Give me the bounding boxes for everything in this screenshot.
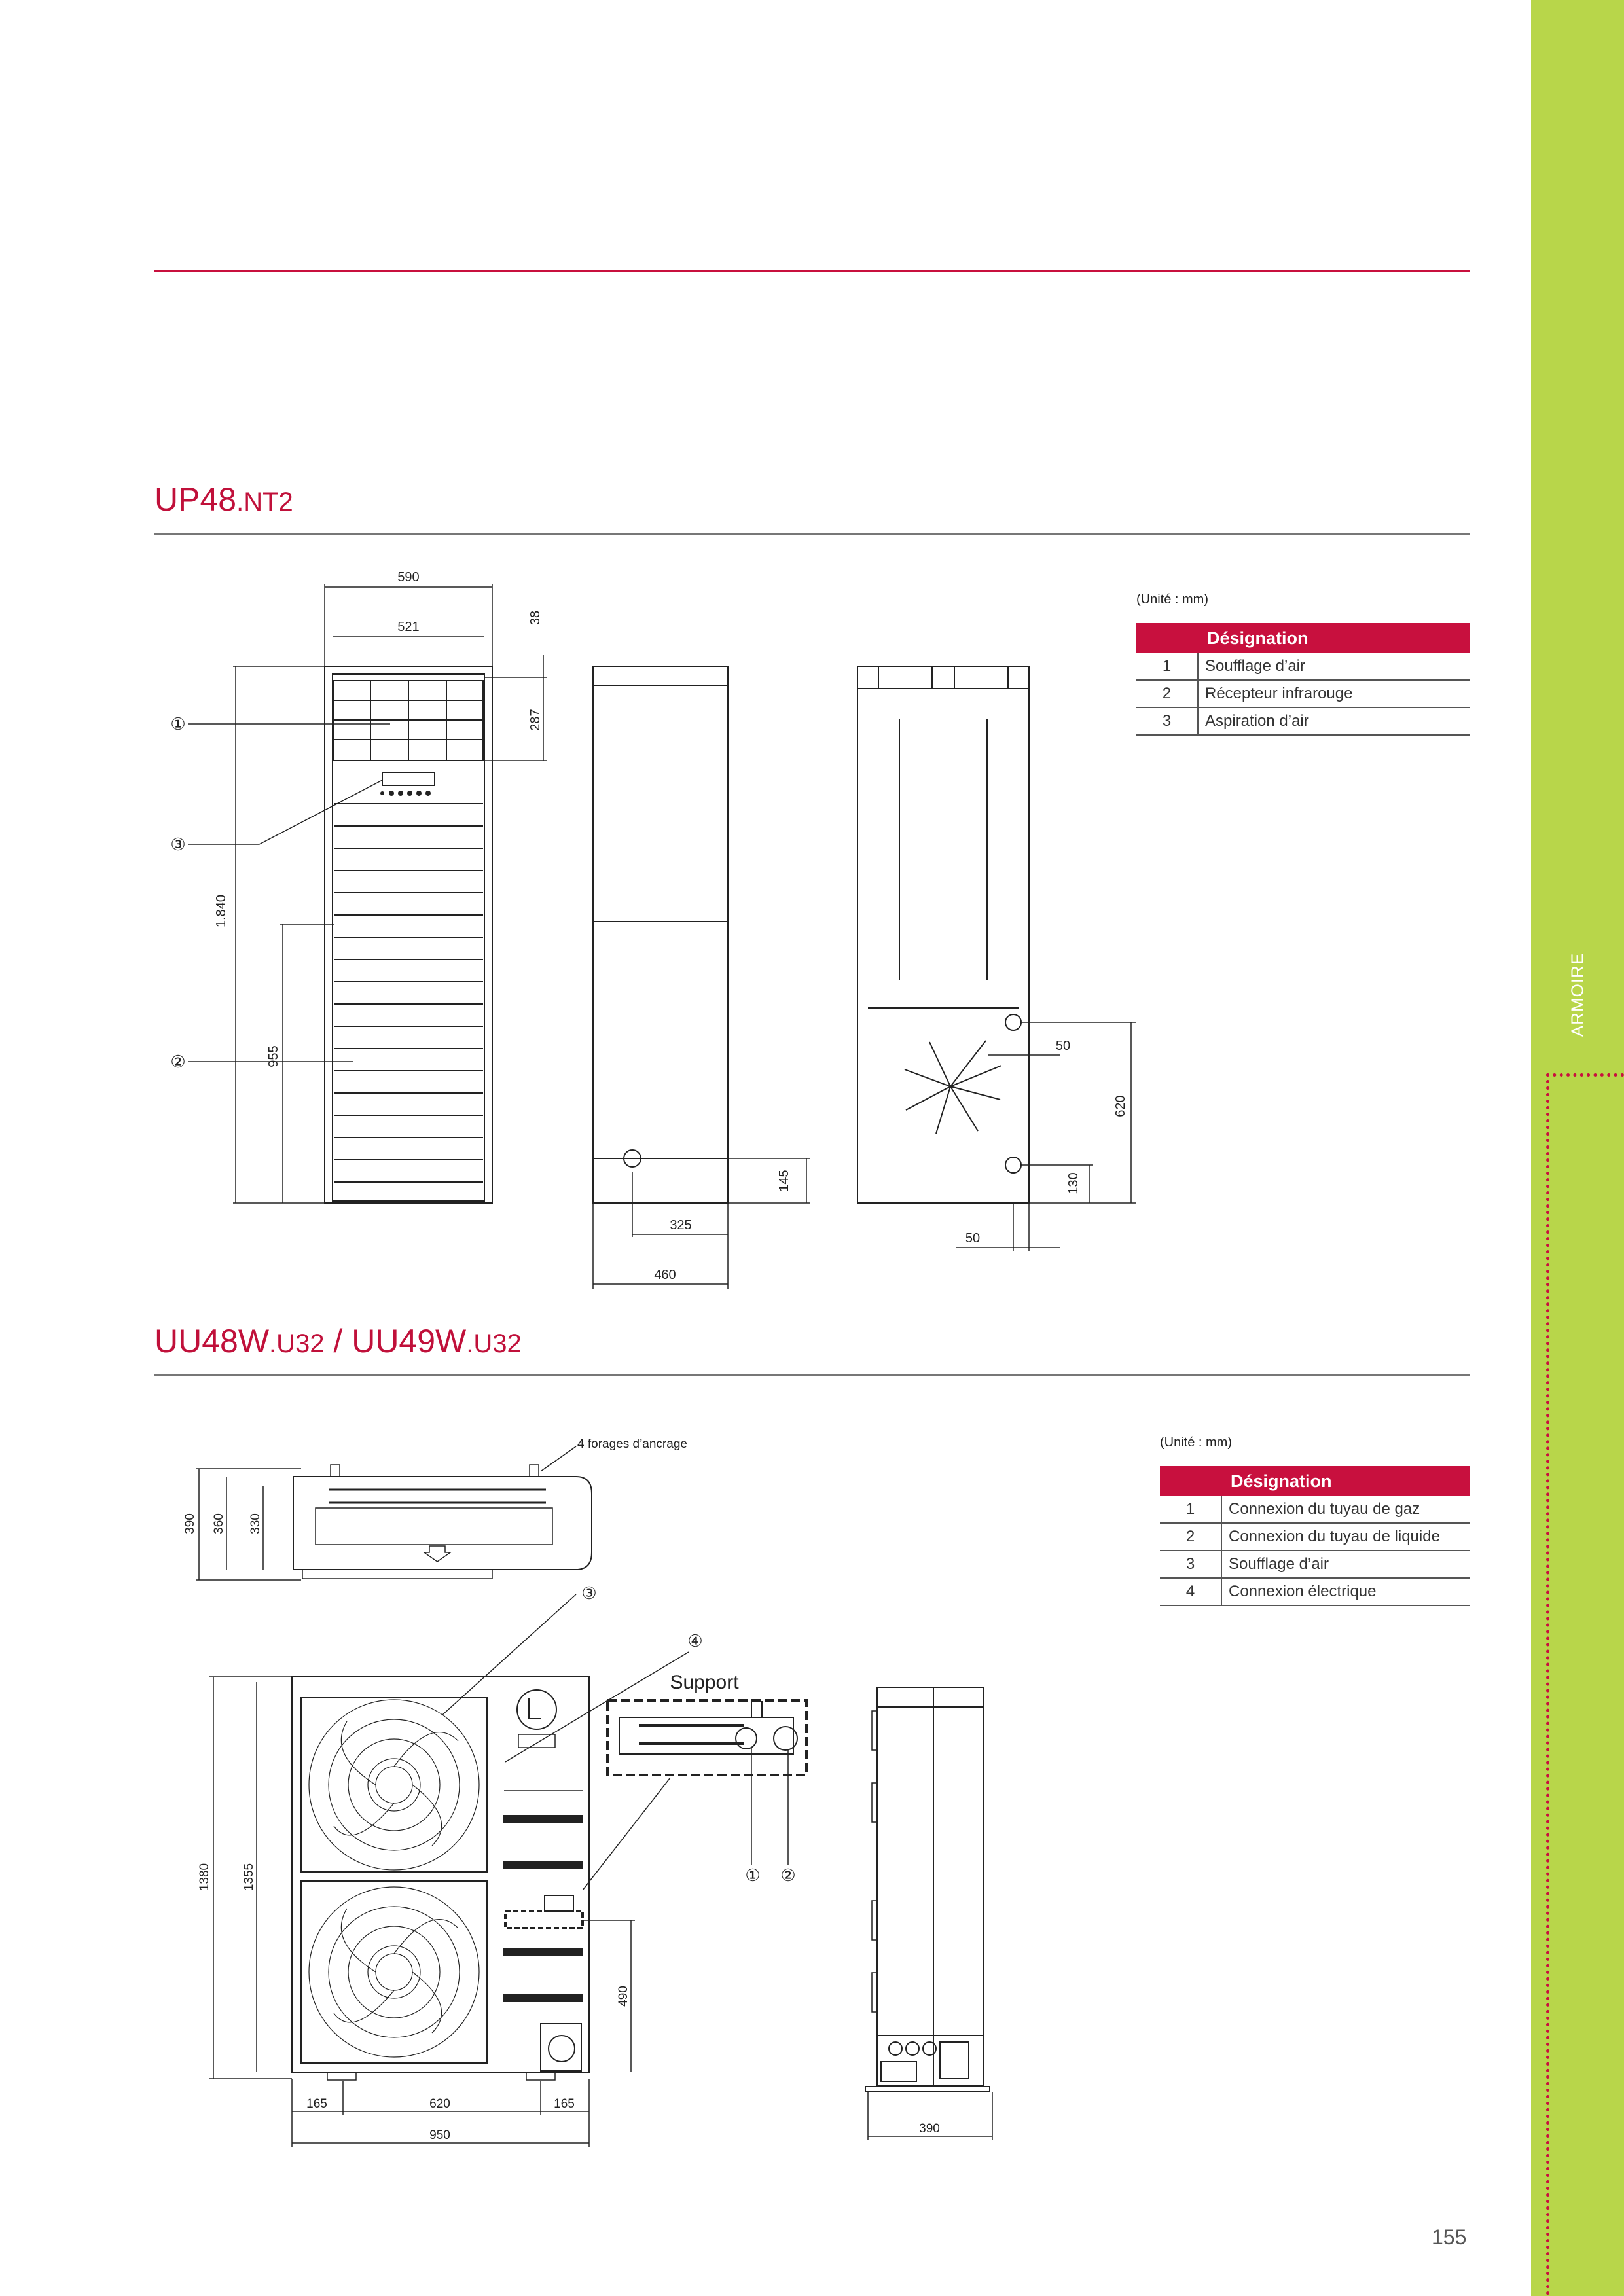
unit-note: (Unité : mm) — [1136, 592, 1208, 607]
legend-num: 2 — [1160, 1523, 1221, 1551]
callout-2: ② — [780, 1865, 796, 1885]
callout-1: ① — [170, 714, 186, 734]
uu48w-side-view — [865, 1687, 992, 2140]
page-number: 155 — [1432, 2225, 1467, 2249]
legend-num: 4 — [1160, 1578, 1221, 1605]
uu48w-front-view — [209, 1594, 689, 2147]
dim-depth-inner: 325 — [670, 1218, 692, 1232]
dim-top-d1: 390 — [183, 1513, 197, 1534]
anchor-label: 4 forages d’ancrage — [577, 1437, 687, 1451]
section-tab-label: ARMOIRE — [1567, 952, 1587, 1037]
dim-foot-left: 165 — [306, 2097, 327, 2111]
legend-header: Désignation — [1221, 1466, 1470, 1496]
callout-1: ① — [745, 1865, 761, 1885]
up48-side-view — [593, 666, 810, 1289]
dim-foot-mid: 620 — [429, 2097, 450, 2111]
legend-num: 3 — [1136, 708, 1198, 735]
dim-top-offset: 38 — [528, 610, 543, 626]
dim-lower-height: 955 — [266, 1045, 281, 1067]
dim-width-inner: 521 — [397, 620, 420, 634]
legend-num: 3 — [1160, 1551, 1221, 1578]
legend-label: Soufflage d’air — [1221, 1551, 1470, 1578]
callout-3: ③ — [581, 1583, 597, 1603]
legend-num: 1 — [1160, 1496, 1221, 1523]
dim-height-inner: 1355 — [242, 1863, 256, 1892]
up48-back-view — [857, 666, 1136, 1251]
dim-height-outer: 1380 — [198, 1863, 211, 1892]
uu48w-support-detail — [607, 1700, 806, 1865]
legend-label: Connexion électrique — [1221, 1578, 1470, 1605]
dim-back-height: 620 — [1113, 1095, 1128, 1117]
dim-top-d2: 360 — [212, 1513, 226, 1534]
dim-grille-height: 287 — [528, 709, 543, 731]
dim-bottom-offset: 50 — [965, 1231, 981, 1246]
dim-low-height: 490 — [617, 1986, 630, 2007]
dim-width: 950 — [429, 2128, 450, 2142]
legend-label: Soufflage d’air — [1198, 653, 1470, 680]
section-title-uu48w: UU48W.U32 / UU49W.U32 — [154, 1323, 522, 1359]
legend-label: Récepteur infrarouge — [1198, 680, 1470, 708]
legend-num: 1 — [1136, 653, 1198, 680]
legend-label: Aspiration d’air — [1198, 708, 1470, 735]
callout-3: ③ — [170, 834, 186, 854]
dim-bottom-height: 130 — [1066, 1172, 1081, 1194]
section-title-up48: UP48.NT2 — [154, 481, 293, 518]
support-label: Support — [670, 1672, 739, 1693]
callout-4: ④ — [687, 1631, 703, 1651]
legend-label: Connexion du tuyau de gaz — [1221, 1496, 1470, 1523]
dim-depth: 460 — [654, 1268, 676, 1282]
unit-note: (Unité : mm) — [1160, 1435, 1232, 1450]
uu48w-top-view — [196, 1446, 592, 1580]
dim-height: 1.840 — [214, 894, 228, 928]
legend-header: Désignation — [1198, 623, 1470, 653]
dim-top-d3: 330 — [249, 1513, 262, 1534]
dim-foot-right: 165 — [554, 2097, 575, 2111]
dim-width-outer: 590 — [397, 570, 420, 584]
dim-side-depth: 390 — [919, 2122, 940, 2136]
legend-num: 2 — [1136, 680, 1198, 708]
dim-side-offset: 50 — [1055, 1039, 1071, 1053]
callout-2: ② — [170, 1052, 186, 1071]
legend-label: Connexion du tuyau de liquide — [1221, 1523, 1470, 1551]
dim-base-height: 145 — [777, 1170, 791, 1192]
up48-front-view — [188, 584, 547, 1203]
